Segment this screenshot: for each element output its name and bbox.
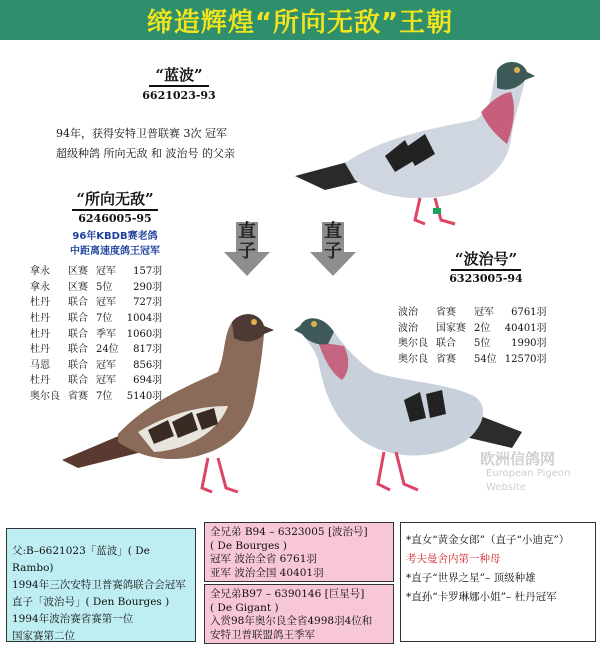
cyan-line-3: 直子「波治号」( Den Bourges ) [12, 596, 170, 608]
left-result-cell: 季军 [96, 328, 116, 340]
pink1-line-2: ( De Bourges ) [210, 539, 287, 552]
pink2-line-4: 安特卫普联盟鸽王季军 [210, 628, 315, 641]
right-result-cell: 省赛 [436, 307, 456, 319]
white-line-red: 考夫曼舍内第一种母 [406, 553, 501, 565]
left-result-cell: 7位 [96, 391, 113, 403]
left-result-cell: 817羽 [133, 344, 163, 356]
right-result-cell: 波治 [398, 322, 418, 334]
right-result-cell: 2位 [474, 322, 491, 334]
right-bird-name: “波治号” [451, 248, 521, 271]
right-result-cell: 40401羽 [504, 322, 547, 334]
left-result-cell: 联合 [68, 375, 88, 387]
right-result-cell: 奥尔良 [398, 354, 428, 366]
left-result-cell: 杜丹 [30, 375, 50, 387]
right-result-cell: 冠军 [474, 307, 494, 319]
pink2-line-2: ( De Gigant ) [210, 601, 279, 614]
left-bird-title-1: 96年KBDB赛老鸽 [72, 231, 158, 242]
right-result-cell: 12570羽 [504, 354, 547, 366]
right-result-cell: 奥尔良 [398, 338, 428, 350]
left-result-cell: 联合 [68, 359, 88, 371]
left-bird-header [60, 188, 170, 257]
cyan-line-5: 国家赛第二位 [12, 630, 75, 642]
left-result-cell: 联合 [68, 328, 88, 340]
left-result-cell: 杜丹 [30, 328, 50, 340]
right-pigeon-illustration [294, 302, 526, 512]
cyan-line-1: 父:B–6621023「蓝波」( De Rambo) [12, 545, 150, 574]
right-result-cell: 国家赛 [436, 322, 466, 334]
left-result-row [26, 262, 166, 278]
right-result-cell: 省赛 [436, 354, 456, 366]
left-result-cell: 7位 [96, 313, 113, 325]
offspring-info-box [400, 522, 596, 642]
arrow-right-label: 直子 [324, 221, 342, 262]
pink2-line-3: 入赏98年奥尔良全省4998羽4位和 [210, 615, 373, 627]
left-result-cell: 拿永 [30, 266, 50, 278]
left-result-cell: 157羽 [133, 266, 163, 278]
right-result-cell: 54位 [474, 354, 497, 366]
watermark-en-1: European Pigeon [486, 468, 571, 479]
left-bird-ring: 6246005-95 [78, 212, 152, 225]
pink1-line-4: 亚军 波治全国 40401羽 [210, 566, 324, 579]
left-pigeon-illustration [58, 302, 280, 508]
left-result-cell: 24位 [96, 344, 119, 356]
sire-description [56, 124, 235, 164]
left-result-cell: 冠军 [96, 375, 116, 387]
left-result-cell: 联合 [68, 313, 88, 325]
left-result-cell: 奥尔良 [30, 391, 60, 403]
full-brother-gigant-box [204, 584, 394, 644]
right-bird-ring: 6323005-94 [449, 272, 523, 285]
left-result-cell: 杜丹 [30, 344, 50, 356]
pink1-line-3: 冠军 波治全省 6761羽 [210, 553, 317, 565]
left-result-cell: 联合 [68, 344, 88, 356]
right-result-cell: 5位 [474, 338, 491, 350]
right-bird-header [426, 248, 546, 285]
watermark-en-2: Website [486, 482, 526, 493]
left-result-cell: 杜丹 [30, 313, 50, 325]
left-result-cell: 856羽 [133, 359, 163, 371]
cyan-line-4: 1994年波治赛省赛第一位 [12, 613, 134, 625]
white-line-3: *直孙“卡罗琳娜小姐”– 杜丹冠军 [406, 591, 557, 603]
left-result-row [26, 278, 166, 294]
sire-desc-line-1: 94年，获得安特卫普联赛 3次 冠军 [56, 127, 227, 140]
sire-header [124, 64, 234, 102]
left-bird-name: “所向无敌” [72, 188, 157, 211]
left-result-cell: 杜丹 [30, 297, 50, 309]
sire-pigeon-illustration [285, 48, 545, 238]
white-line-2: *直子“世界之星”– 顶级种雄 [406, 572, 536, 584]
left-result-cell: 区赛 [68, 266, 88, 278]
left-result-cell: 694羽 [133, 375, 163, 387]
banner-title: 缔造辉煌“所向无敌”王朝 [146, 7, 454, 38]
left-result-cell: 290羽 [133, 281, 163, 293]
sire-info-box [6, 528, 196, 642]
left-result-cell: 5位 [96, 281, 113, 293]
sire-name: “蓝波” [149, 64, 208, 87]
right-result-cell: 1990羽 [511, 338, 547, 350]
left-result-cell: 拿永 [30, 281, 50, 293]
left-result-cell: 727羽 [133, 297, 163, 309]
left-result-cell: 1004羽 [126, 313, 163, 325]
left-bird-title-2: 中距离速度鸽王冠军 [70, 246, 160, 257]
right-result-cell: 6761羽 [511, 307, 547, 319]
pink1-line-1: 全兄弟 B94 – 6323005 [波治号] [210, 526, 368, 538]
left-result-cell: 省赛 [68, 391, 88, 403]
left-result-cell: 冠军 [96, 359, 116, 371]
left-result-cell: 联合 [68, 297, 88, 309]
left-result-cell: 冠军 [96, 266, 116, 278]
left-result-cell: 冠军 [96, 297, 116, 309]
arrow-left-label: 直子 [238, 221, 256, 262]
left-result-cell: 区赛 [68, 281, 88, 293]
left-result-cell: 5140羽 [126, 391, 163, 403]
watermark-cn: 欧洲信鸽网 [480, 450, 556, 468]
cyan-line-2: 1994年三次安特卫普赛鸽联合会冠军 [12, 579, 186, 591]
right-result-cell: 联合 [436, 338, 456, 350]
sire-desc-line-2: 超级种鸽 所向无敌 和 波治号 的父亲 [56, 147, 235, 160]
white-line-1: *直女“黄金女郎”（直子“小迪克”） [406, 534, 570, 546]
title-banner [0, 0, 600, 40]
right-result-cell: 波治 [398, 307, 418, 319]
left-result-cell: 1060羽 [126, 328, 163, 340]
full-brother-bourges-box [204, 522, 394, 582]
pink2-line-1: 全兄弟B97 – 6390146 [巨星号] [210, 588, 365, 600]
sire-ring: 6621023-93 [142, 89, 216, 102]
left-result-cell: 马恩 [30, 359, 50, 371]
